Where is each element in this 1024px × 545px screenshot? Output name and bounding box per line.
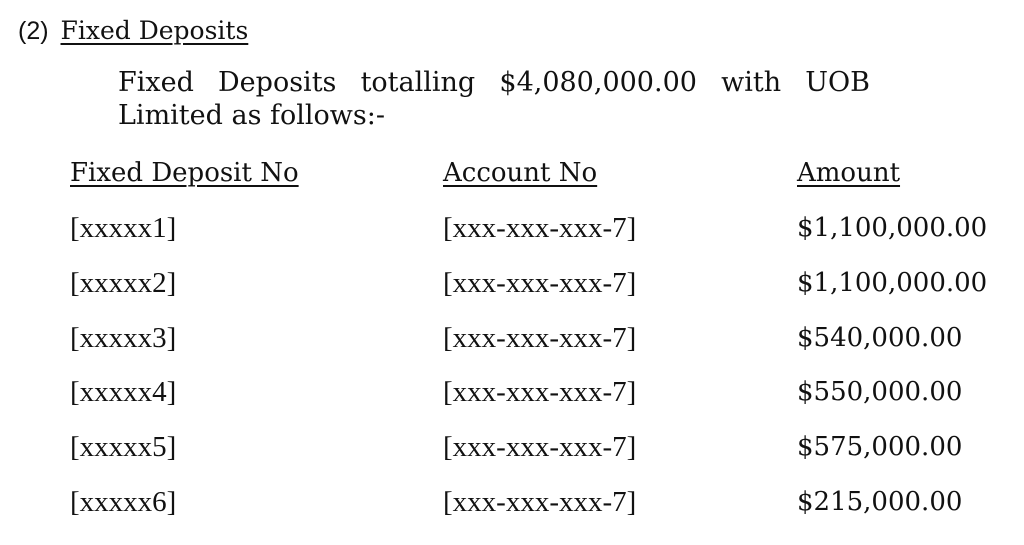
intro-total-amount: $4,080,000.00 (499, 67, 697, 98)
deposit-no-cell: [xxxxx4] (70, 376, 177, 408)
account-no-cell: [xxx-xxx-xxx-7] (443, 322, 637, 354)
header-account-no: Account No (443, 158, 598, 188)
account-no-cell: [xxx-xxx-xxx-7] (443, 212, 637, 244)
account-no-cell: [xxx-xxx-xxx-7] (443, 486, 637, 518)
intro-word: Deposits (218, 67, 337, 98)
intro-word: with (721, 67, 782, 98)
header-amount: Amount (797, 158, 901, 188)
header-deposit-no: Fixed Deposit No (70, 158, 299, 188)
section-number: (2) (18, 17, 49, 45)
amount-cell: $575,000.00 (797, 432, 963, 462)
account-no-cell: [xxx-xxx-xxx-7] (443, 267, 637, 299)
deposit-no-cell: [xxxxx5] (70, 431, 177, 463)
deposit-no-cell: [xxxxx2] (70, 267, 177, 299)
section-title: Fixed Deposits (60, 16, 249, 45)
deposit-no-cell: [xxxxx6] (70, 486, 177, 518)
amount-cell: $550,000.00 (797, 377, 963, 407)
intro-line-2: Limited as follows:- (118, 100, 385, 131)
intro-word: Fixed (118, 67, 194, 98)
amount-cell: $540,000.00 (797, 323, 963, 353)
intro-paragraph (118, 66, 870, 132)
deposit-no-cell: [xxxxx1] (70, 212, 177, 244)
section-heading (18, 14, 248, 48)
intro-bank-name: UOB (805, 67, 870, 98)
intro-line-1 (118, 66, 870, 99)
intro-word: totalling (360, 67, 476, 98)
account-no-cell: [xxx-xxx-xxx-7] (443, 431, 637, 463)
amount-cell: $1,100,000.00 (797, 213, 988, 243)
amount-cell: $1,100,000.00 (797, 268, 988, 298)
amount-cell: $215,000.00 (797, 487, 963, 517)
account-no-cell: [xxx-xxx-xxx-7] (443, 376, 637, 408)
deposit-no-cell: [xxxxx3] (70, 322, 177, 354)
